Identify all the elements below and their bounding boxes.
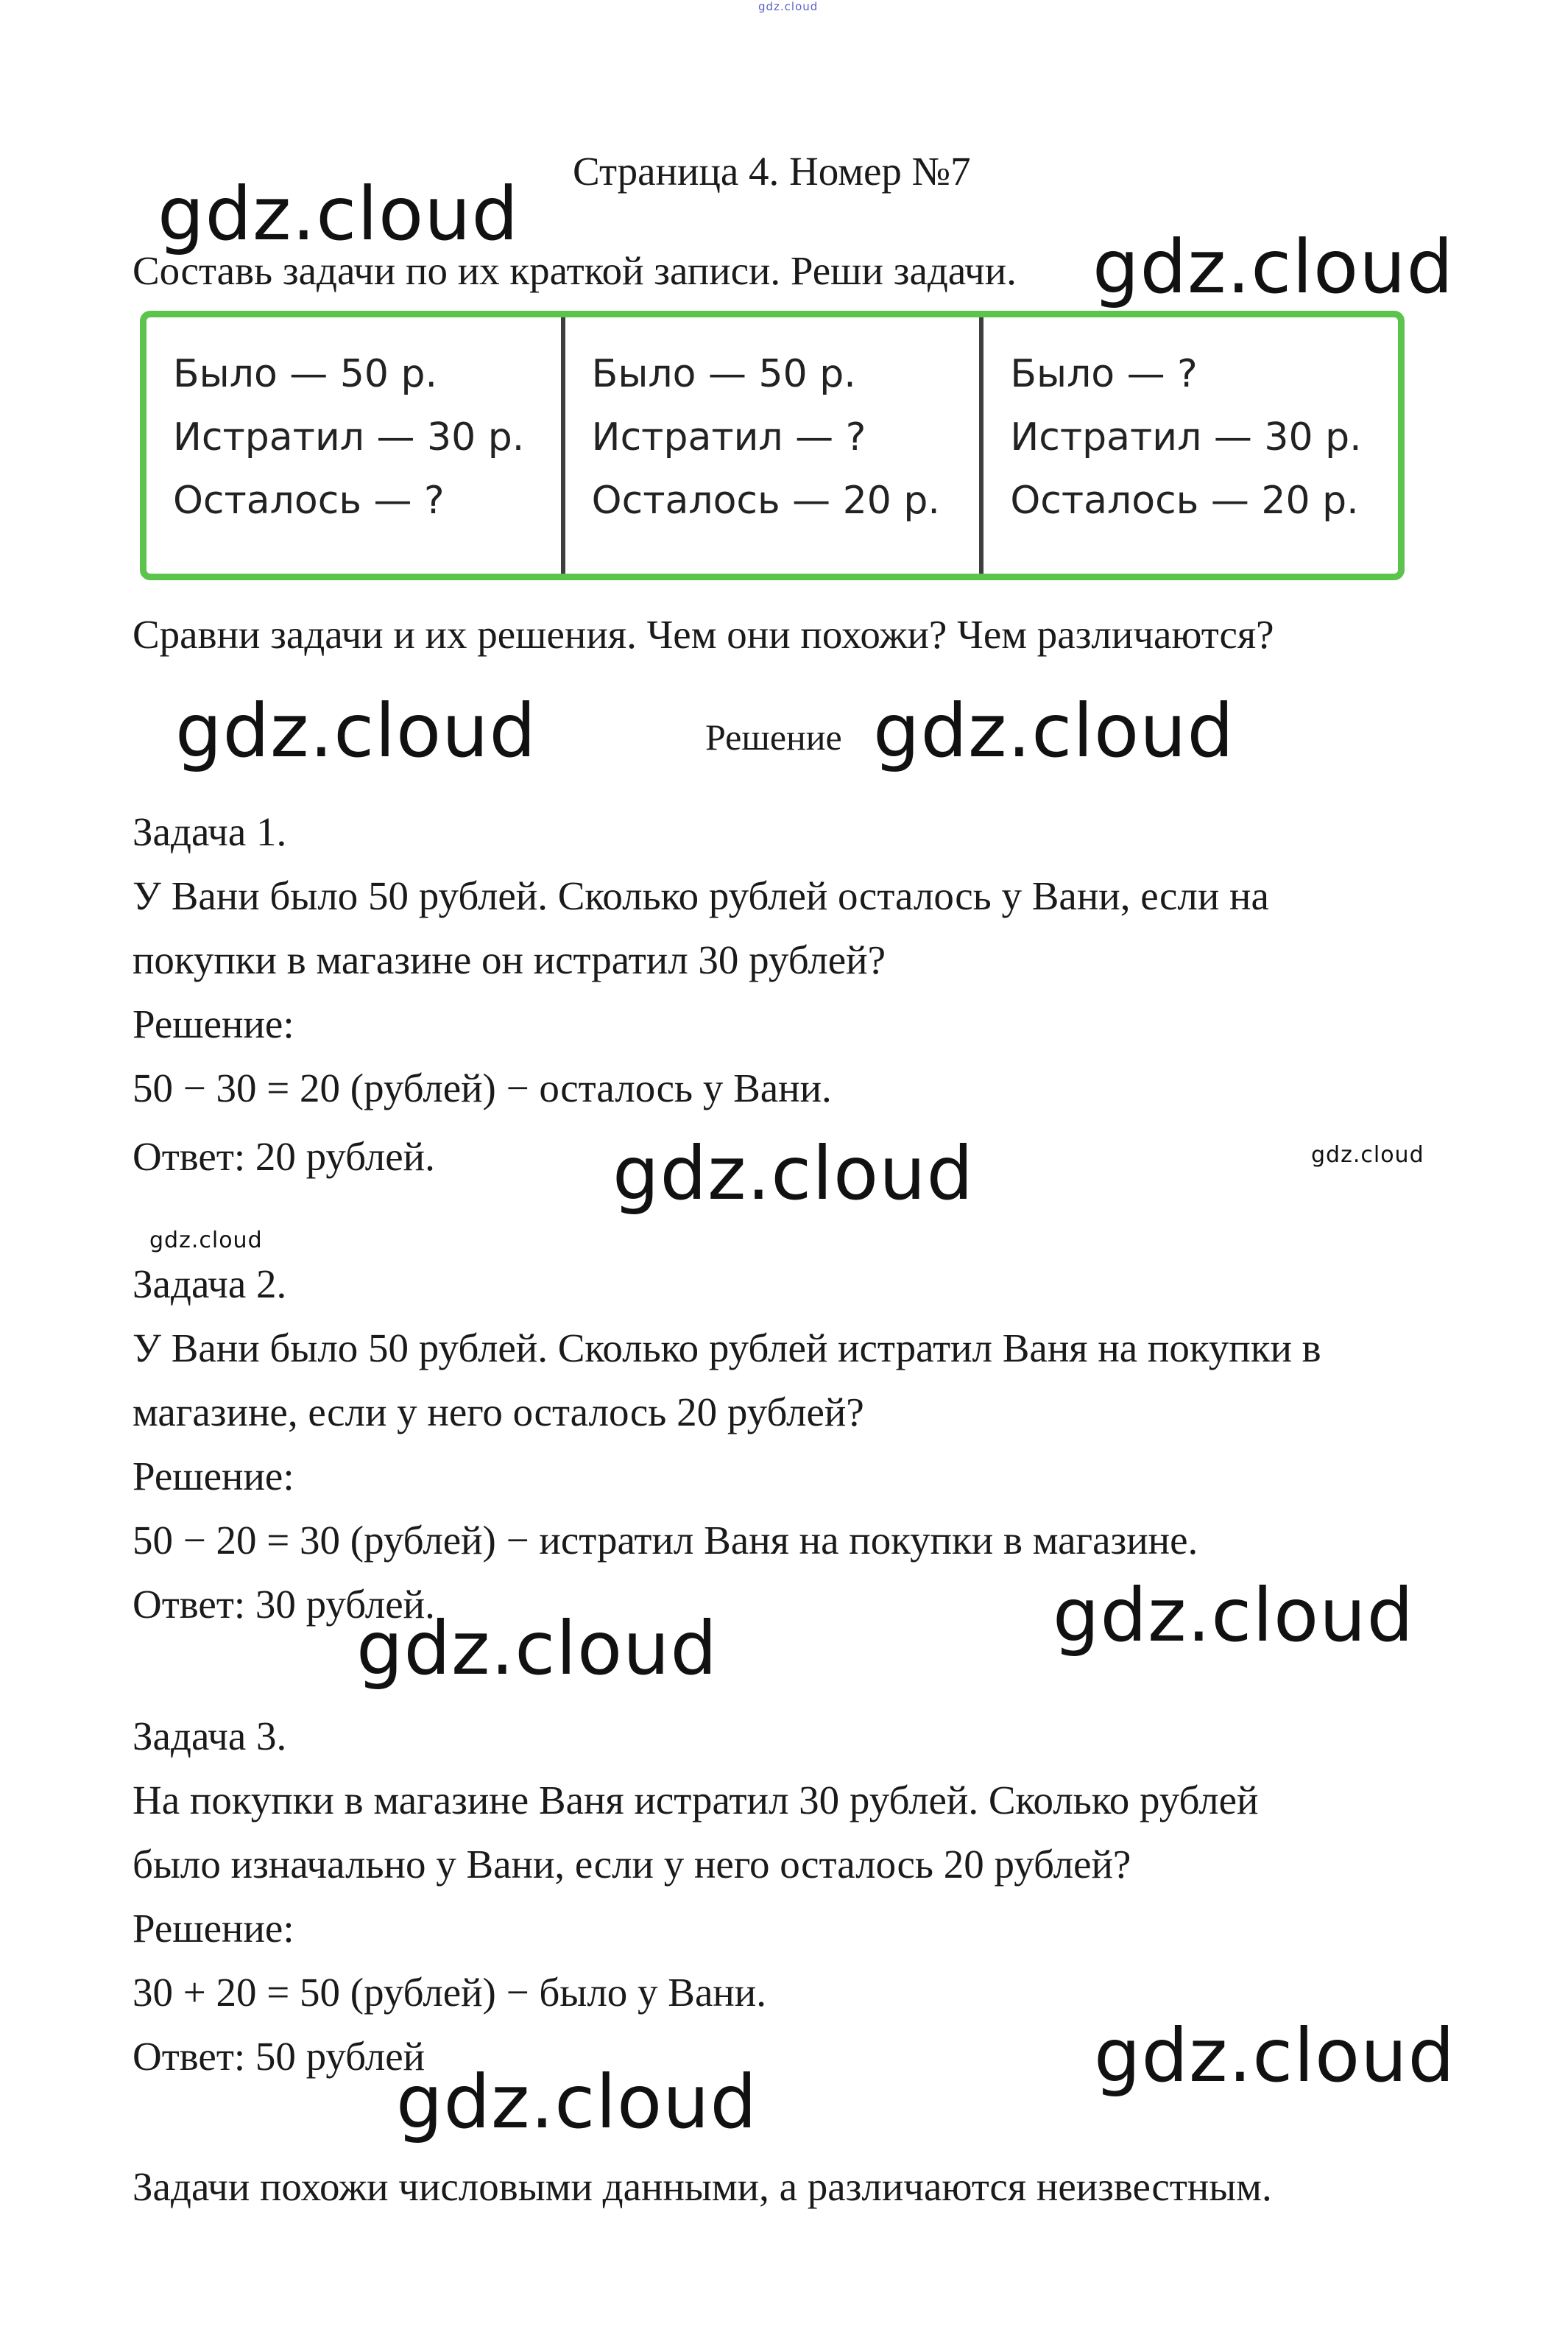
summary-line: Истратил — 30 р.	[173, 415, 525, 459]
task-1-text-line: У Вани было 50 рублей. Сколько рублей осталось у Вани, если на	[133, 873, 1269, 918]
watermark: gdz.cloud	[1094, 2012, 1456, 2099]
watermark: gdz.cloud	[1053, 1572, 1415, 1658]
summary-line: Истратил — ?	[591, 415, 866, 459]
summary-line: Было — ?	[1010, 352, 1198, 396]
watermark: gdz.cloud	[873, 688, 1235, 774]
task-1-title: Задача 1.	[133, 809, 287, 854]
task-3-text-line: На покупки в магазине Ваня истратил 30 рублей. Сколько рублей	[133, 1778, 1259, 1822]
summary-column-2	[561, 317, 980, 574]
task-1-text-line: покупки в магазине он истратил 30 рублей?	[133, 937, 886, 982]
summary-line: Осталось — ?	[173, 479, 445, 523]
compare-question: Сравни задачи и их решения. Чем они похожи? Чем различаются?	[133, 612, 1274, 657]
watermark-small: gdz.cloud	[1311, 1142, 1424, 1168]
task-3-solution: 30 + 20 = 50 (рублей) − было у Вани.	[133, 1970, 766, 2015]
summary-column-3	[979, 317, 1398, 574]
watermark: gdz.cloud	[396, 2059, 758, 2145]
task-2-solution-label: Решение:	[133, 1454, 294, 1498]
task-1-answer: Ответ: 20 рублей.	[133, 1134, 435, 1179]
task-1-solution-label: Решение:	[133, 1001, 294, 1046]
summary-line: Осталось — 20 р.	[1010, 479, 1359, 523]
summary-line: Было — 50 р.	[173, 352, 438, 396]
task-1-solution: 50 − 30 = 20 (рублей) − осталось у Вани.	[133, 1066, 832, 1110]
task-3-solution-label: Решение:	[133, 1906, 294, 1951]
summary-line: Было — 50 р.	[591, 352, 856, 396]
watermark: gdz.cloud	[356, 1605, 718, 1691]
watermark: gdz.cloud	[158, 171, 520, 257]
instruction-text: Составь задачи по их краткой записи. Реши задачи.	[133, 248, 1017, 293]
watermark: gdz.cloud	[175, 688, 537, 774]
watermark-small: gdz.cloud	[149, 1228, 263, 1253]
summary-column-1	[146, 317, 561, 574]
task-3-title: Задача 3.	[133, 1714, 287, 1758]
conclusion-text: Задачи похожи числовыми данными, а различаются неизвестным.	[133, 2164, 1272, 2209]
solution-heading: Решение	[705, 716, 842, 758]
task-2-answer: Ответ: 30 рублей.	[133, 1582, 435, 1627]
summary-line: Истратил — 30 р.	[1010, 415, 1362, 459]
summary-table	[140, 311, 1405, 580]
task-2-title: Задача 2.	[133, 1261, 287, 1306]
task-3-text-line: было изначально у Вани, если у него осталось 20 рублей?	[133, 1842, 1131, 1887]
watermark: gdz.cloud	[612, 1130, 975, 1216]
watermark: gdz.cloud	[1092, 224, 1455, 310]
watermark-tiny: gdz.cloud	[758, 0, 819, 13]
task-3-answer: Ответ: 50 рублей	[133, 2034, 425, 2079]
task-2-text-line: У Вани было 50 рублей. Сколько рублей истратил Ваня на покупки в	[133, 1325, 1321, 1370]
page-title: Страница 4. Номер №7	[573, 149, 971, 194]
summary-line: Осталось — 20 р.	[591, 479, 940, 523]
task-2-solution: 50 − 20 = 30 (рублей) − истратил Ваня на покупки в магазине.	[133, 1518, 1198, 1563]
task-2-text-line: магазине, если у него осталось 20 рублей?	[133, 1390, 864, 1434]
